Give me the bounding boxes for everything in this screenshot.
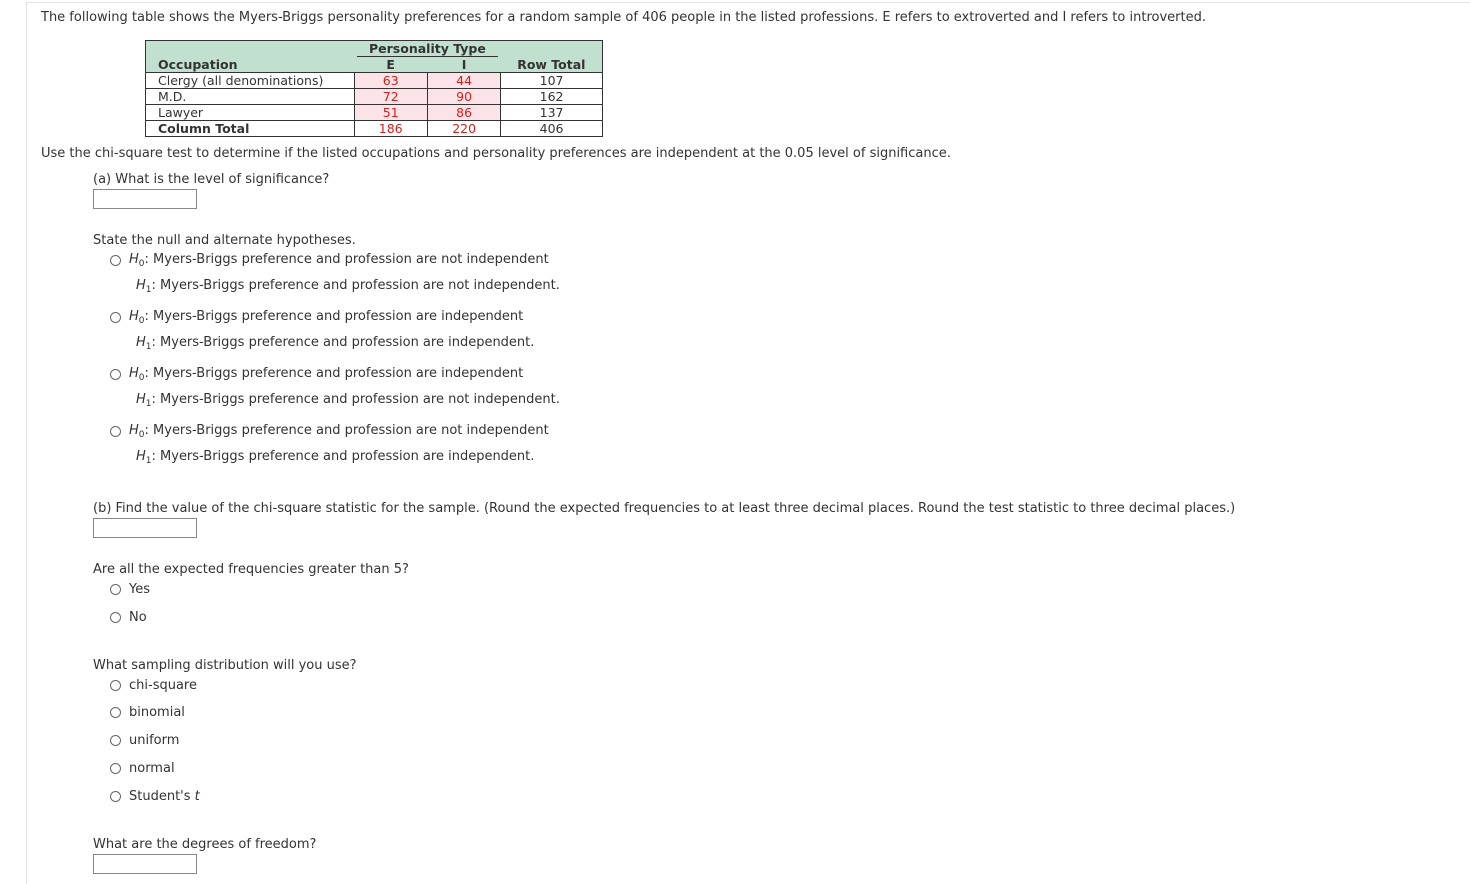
significance-input[interactable] xyxy=(93,189,197,209)
option-label: Student's t xyxy=(129,789,200,804)
degrees-of-freedom-input[interactable] xyxy=(93,854,197,874)
radio-button[interactable] xyxy=(110,369,121,380)
hypothesis-option-1[interactable] xyxy=(110,252,549,269)
column-total-label: Column Total xyxy=(146,121,355,137)
intro-text: The following table shows the Myers-Briggs personality preferences for a random sample of 406 people in the listed professions. E refers to extroverted and I refers to introverted. xyxy=(41,10,1206,25)
radio-button[interactable] xyxy=(110,735,121,746)
sampling-distribution-question: What sampling distribution will you use? xyxy=(93,658,357,673)
option-label: Yes xyxy=(129,582,150,597)
table-header-row xyxy=(146,41,603,58)
part-a-question: (a) What is the level of significance? xyxy=(93,172,330,187)
contingency-table xyxy=(145,40,603,137)
radio-button[interactable] xyxy=(110,426,121,437)
option-label: normal xyxy=(129,761,175,776)
option-student-t[interactable] xyxy=(110,789,200,804)
hypothesis-option-4[interactable] xyxy=(110,423,549,440)
cell-e: 51 xyxy=(354,105,427,121)
h0-statement: $H_0$: Myers-Briggs preference and profession are not independent xyxy=(129,252,549,269)
h0-statement: $H_0$: Myers-Briggs preference and profession are independent xyxy=(129,309,524,326)
h0-statement: $H_0$: Myers-Briggs preference and profession are independent xyxy=(129,366,524,383)
column-total-i: 220 xyxy=(427,121,500,137)
h1-statement: $H_1$: Myers-Briggs preference and profession are independent. xyxy=(136,449,535,466)
top-border xyxy=(27,2,1470,3)
option-label: chi-square xyxy=(129,678,197,693)
table-row xyxy=(146,73,603,89)
radio-button[interactable] xyxy=(110,763,121,774)
h1-statement: $H_1$: Myers-Briggs preference and profession are not independent. xyxy=(136,278,560,295)
table-row xyxy=(146,105,603,121)
degrees-of-freedom-question: What are the degrees of freedom? xyxy=(93,837,317,852)
hypothesis-option-2[interactable] xyxy=(110,309,523,326)
row-label: M.D. xyxy=(146,89,355,105)
radio-button[interactable] xyxy=(110,707,121,718)
row-total-header: Row Total xyxy=(501,41,603,73)
h1-statement: $H_1$: Myers-Briggs preference and profession are independent. xyxy=(136,335,535,352)
h1-statement: $H_1$: Myers-Briggs preference and profession are not independent. xyxy=(136,392,560,409)
radio-button[interactable] xyxy=(110,255,121,266)
radio-button[interactable] xyxy=(110,312,121,323)
row-label: Clergy (all denominations) xyxy=(146,73,355,89)
grand-total: 406 xyxy=(501,121,603,137)
i-header: I xyxy=(427,57,500,73)
option-normal[interactable] xyxy=(110,761,175,776)
cell-i: 44 xyxy=(427,73,500,89)
column-total-e: 186 xyxy=(354,121,427,137)
cell-i: 86 xyxy=(427,105,500,121)
option-binomial[interactable] xyxy=(110,705,185,720)
option-no[interactable] xyxy=(110,610,147,625)
cell-i: 90 xyxy=(427,89,500,105)
cell-row-total: 107 xyxy=(501,73,603,89)
option-chi-square[interactable] xyxy=(110,678,197,693)
instruction-text: Use the chi-square test to determine if the listed occupations and personality preferences are independent at the 0.05 level of significance. xyxy=(41,146,951,161)
radio-button[interactable] xyxy=(110,791,121,802)
occupation-header: Occupation xyxy=(146,41,355,73)
option-uniform[interactable] xyxy=(110,733,179,748)
table-row xyxy=(146,89,603,105)
cell-row-total: 137 xyxy=(501,105,603,121)
hypothesis-option-3[interactable] xyxy=(110,366,523,383)
part-b-question: (b) Find the value of the chi-square statistic for the sample. (Round the expected frequencies to at least three decimal places. Round the test statistic to three decimal places.) xyxy=(93,501,1236,516)
hypotheses-prompt: State the null and alternate hypotheses. xyxy=(93,233,356,248)
radio-button[interactable] xyxy=(110,584,121,595)
h0-statement: $H_0$: Myers-Briggs preference and profession are not independent xyxy=(129,423,549,440)
row-label: Lawyer xyxy=(146,105,355,121)
expected-frequency-question: Are all the expected frequencies greater than 5? xyxy=(93,562,409,577)
cell-e: 63 xyxy=(354,73,427,89)
e-header: E xyxy=(354,57,427,73)
option-label: binomial xyxy=(129,705,185,720)
left-border xyxy=(26,2,27,884)
radio-button[interactable] xyxy=(110,612,121,623)
cell-row-total: 162 xyxy=(501,89,603,105)
column-total-row xyxy=(146,121,603,137)
chi-square-statistic-input[interactable] xyxy=(93,518,197,538)
option-label: uniform xyxy=(129,733,180,748)
option-label: No xyxy=(129,610,147,625)
radio-button[interactable] xyxy=(110,680,121,691)
personality-type-header: Personality Type xyxy=(354,41,501,58)
option-yes[interactable] xyxy=(110,582,150,597)
cell-e: 72 xyxy=(354,89,427,105)
